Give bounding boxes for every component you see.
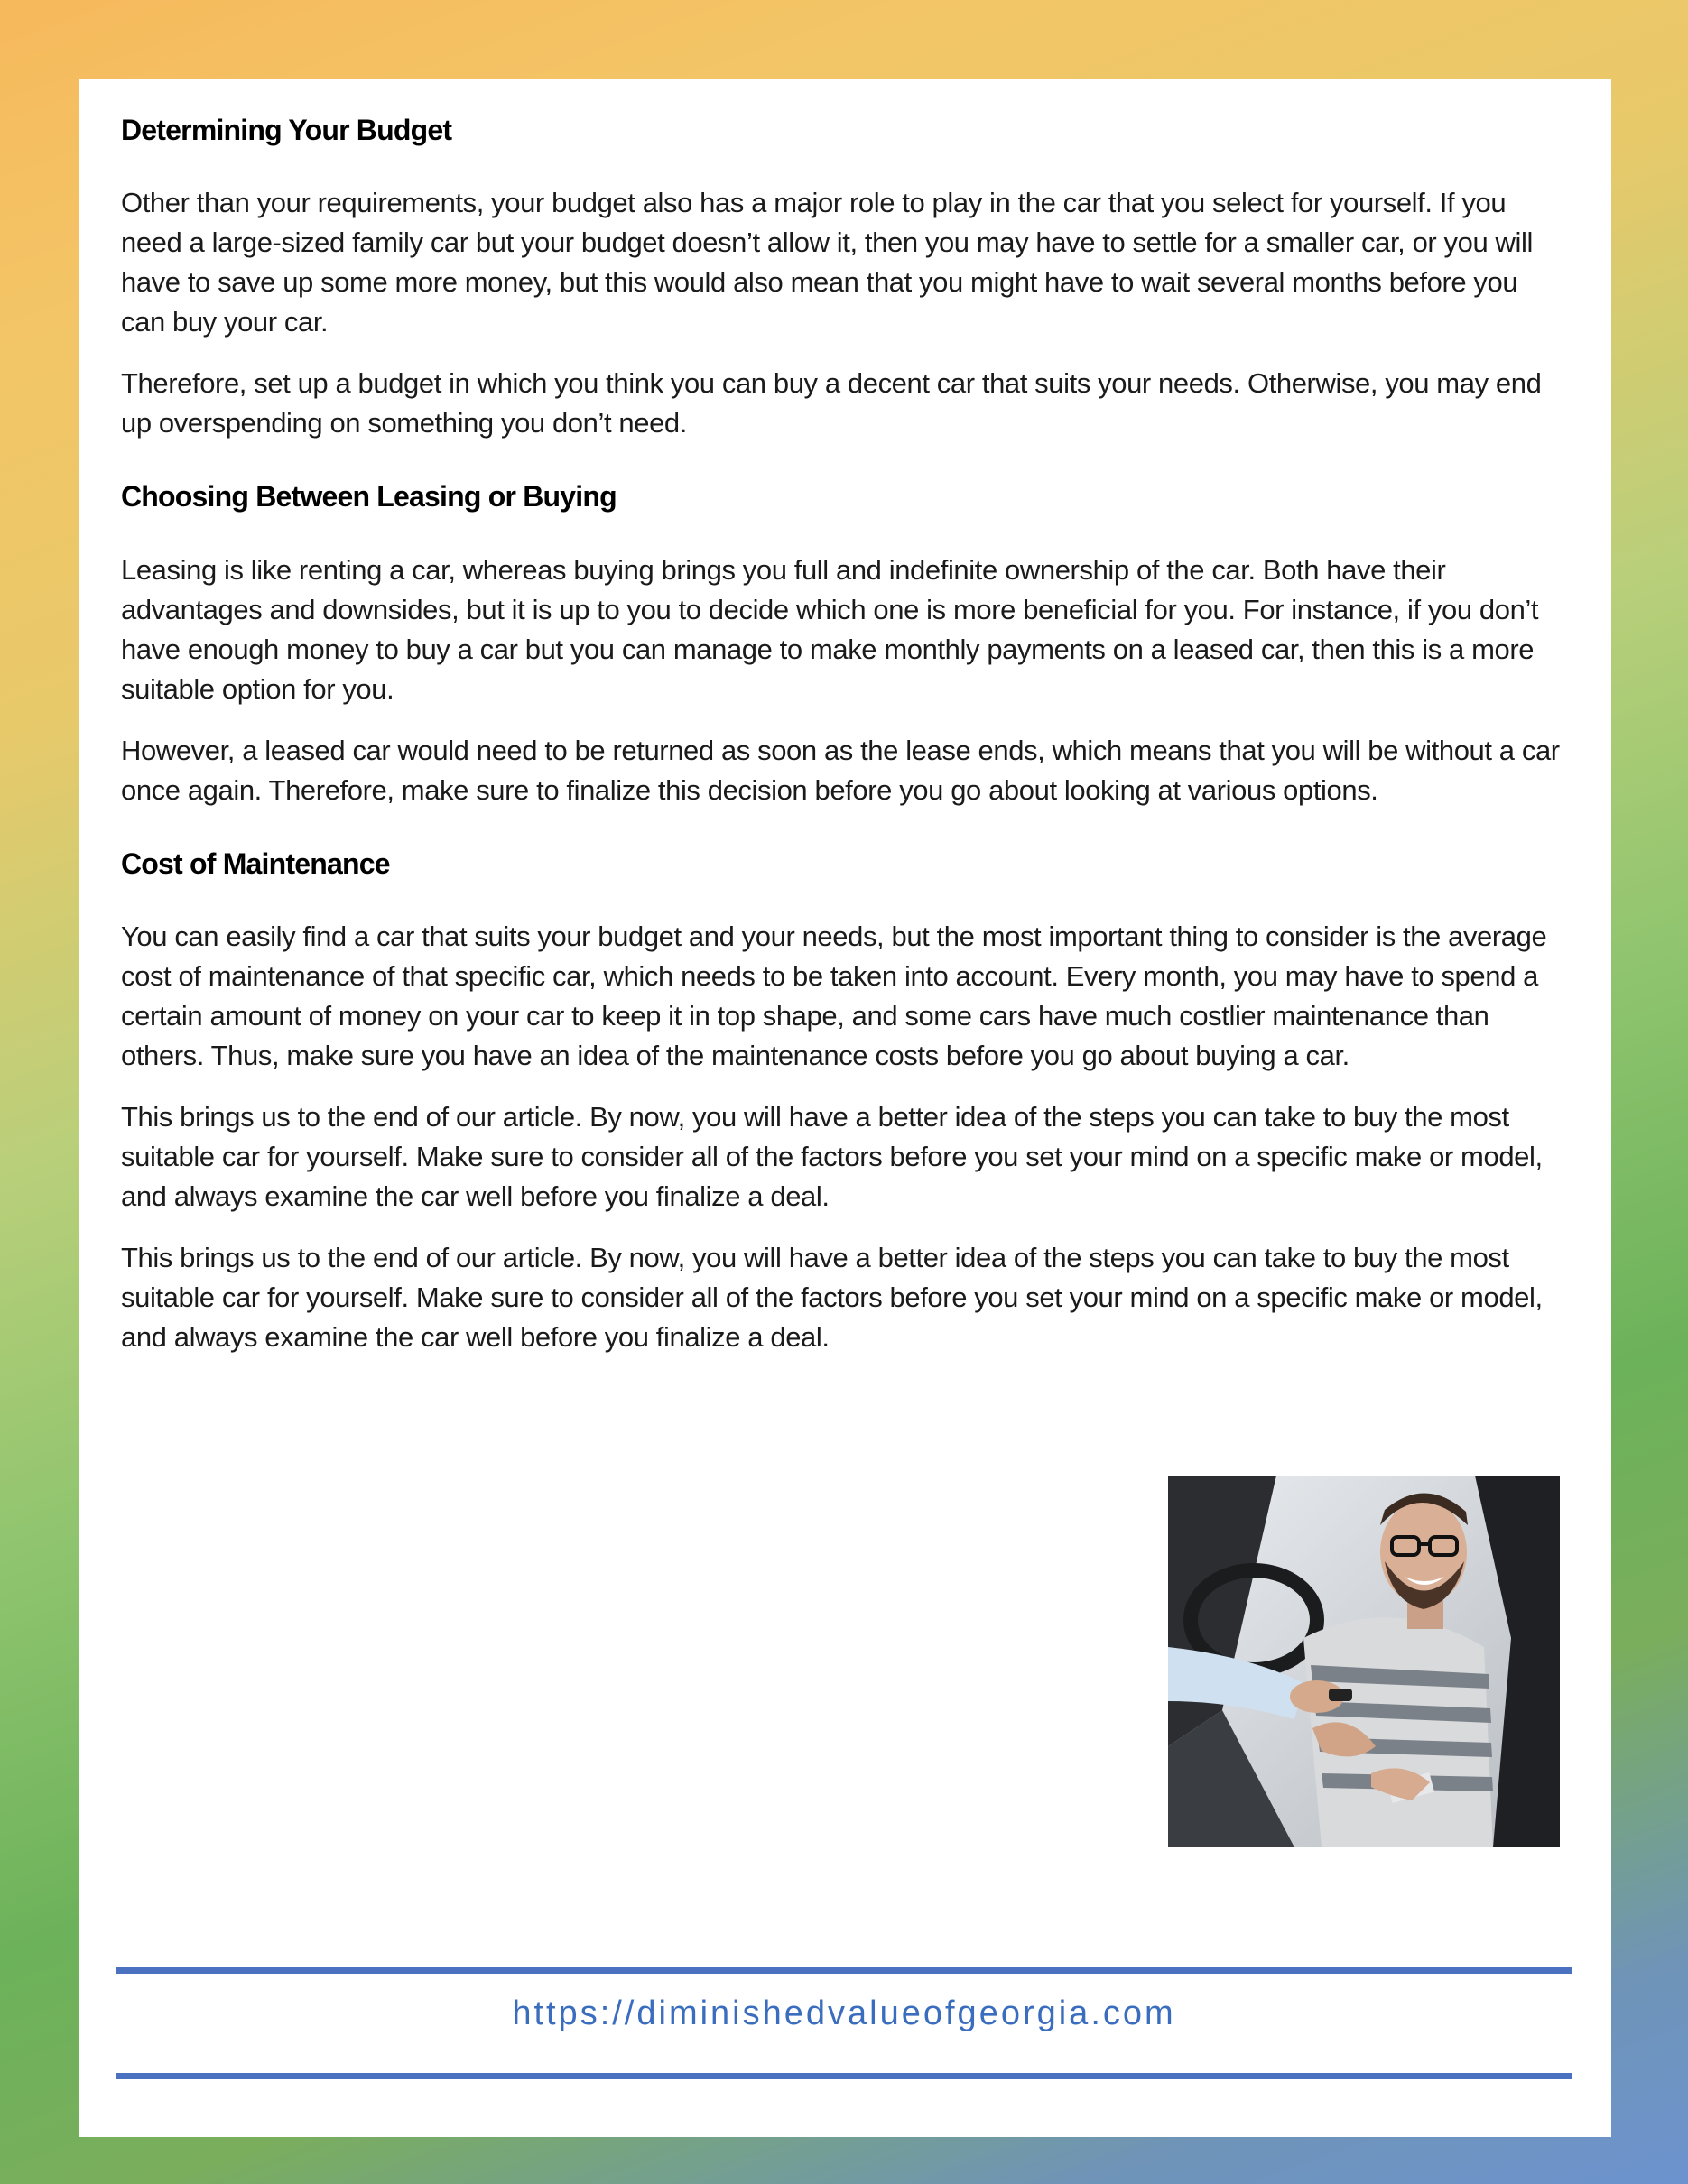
paragraph: This brings us to the end of our article. By now, you will have a better idea of the steps you can take to buy the most suitable car for yourself. Make sure to consider all of the factors before you set your mind on a specific make or model, and always examine the car well before you finalize a deal. <box>121 1101 1543 1213</box>
section-heading: Choosing Between Leasing or Buying <box>121 480 617 514</box>
paragraph: However, a leased car would need to be returned as soon as the lease ends, which means that you will be without a car once again. Therefore, make sure to finalize this decision before you go about looking at various options. <box>121 734 1560 806</box>
article-body <box>121 113 1565 1393</box>
section-budget <box>121 113 1565 443</box>
footer-website-link[interactable]: https://diminishedvalueofgeorgia.com <box>512 1994 1176 2032</box>
section-maintenance <box>121 847 1565 1357</box>
footer-top-rule <box>116 1967 1572 1974</box>
paragraph: Other than your requirements, your budget also has a major role to play in the car that you select for yourself. If you need a large-sized family car but your budget doesn’t allow it, then you may have to settle for a smaller car, or you will have to save up some more money, but this would also mean that you might have to wait several months before you can buy your car. <box>121 187 1534 338</box>
photo-illustration <box>1168 1476 1560 1847</box>
section-heading: Cost of Maintenance <box>121 847 390 880</box>
section-heading: Determining Your Budget <box>121 114 452 146</box>
paragraph: Therefore, set up a budget in which you think you can buy a decent car that suits your needs. Otherwise, you may end up overspending on something you don’t need. <box>121 367 1542 440</box>
section-leasing <box>121 479 1565 810</box>
document-page <box>79 79 1611 2137</box>
paragraph: Leasing is like renting a car, whereas buying brings you full and indefinite ownership of the car. Both have their advantages and downsides, but it is up to you to decide which one is more beneficial for you. For instance, if you don’t have enough money to buy a car but you can manage to make monthly payments on a leased car, then this is a more suitable option for you. <box>121 553 1539 705</box>
footer-bottom-rule <box>116 2073 1572 2079</box>
car-buyer-photo <box>1168 1476 1560 1847</box>
paragraph: You can easily find a car that suits your budget and your needs, but the most important thing to consider is the average cost of maintenance of that specific car, which needs to be taken into account. Every month, you may have to spend a certain amount of money on your car to keep it in top shape, and some cars have much costlier maintenance than others. Thus, make sure you have an idea of the maintenance costs before you go about buying a car. <box>121 921 1547 1072</box>
paragraph: This brings us to the end of our article. By now, you will have a better idea of the steps you can take to buy the most suitable car for yourself. Make sure to consider all of the factors before you set your mind on a specific make or model, and always examine the car well before you finalize a deal. <box>121 1242 1543 1354</box>
